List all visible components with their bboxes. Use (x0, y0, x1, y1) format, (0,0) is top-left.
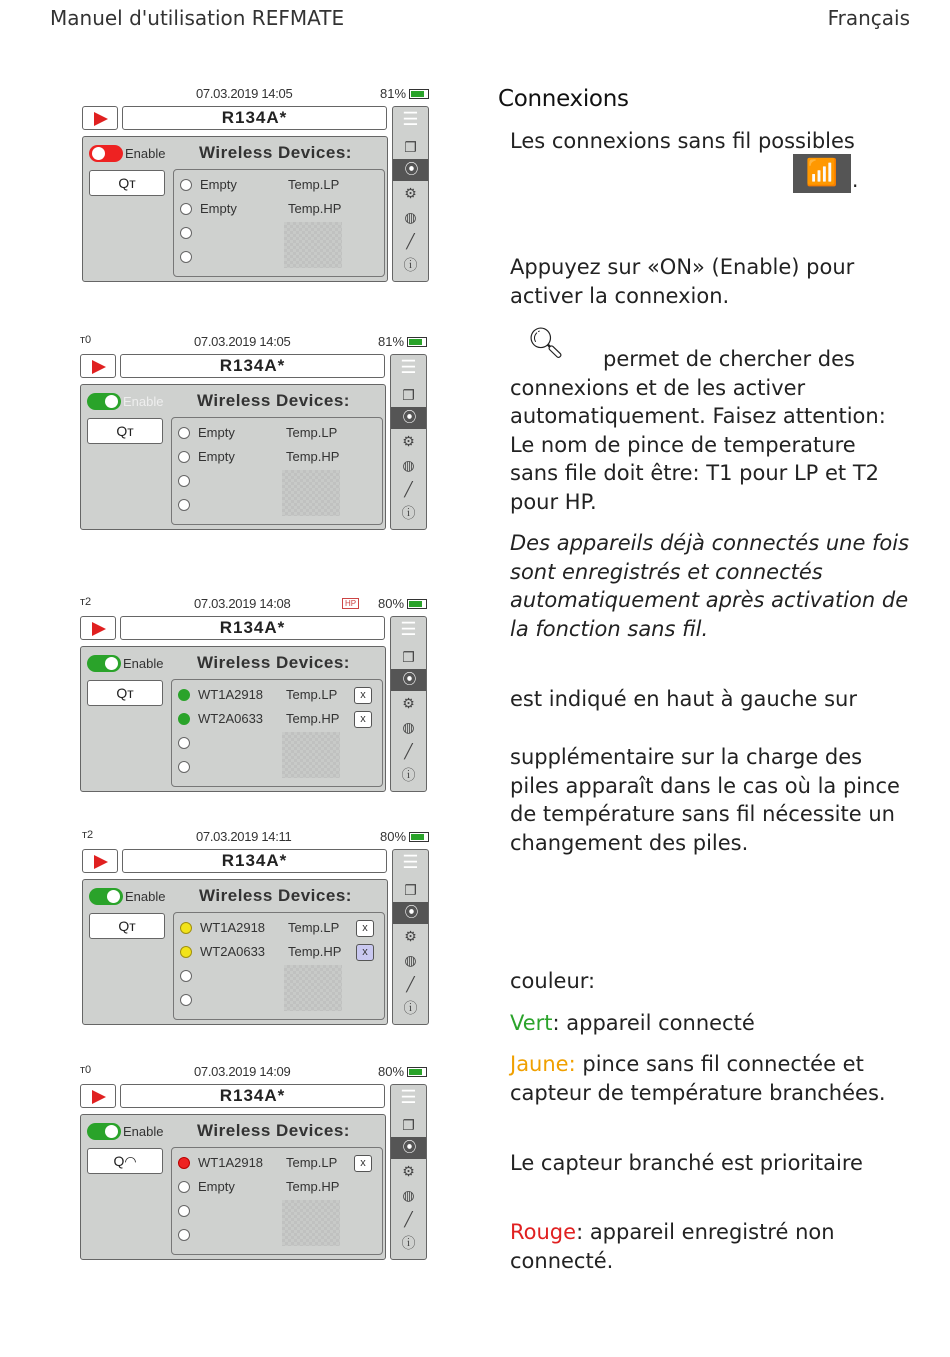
enable-toggle[interactable] (89, 145, 123, 162)
layers-icon[interactable]: ❐ (404, 882, 417, 898)
device-row[interactable] (178, 247, 382, 267)
device-row[interactable] (176, 709, 380, 729)
wireless-panel (80, 646, 386, 792)
wifi-tab-icon[interactable]: ⦿ (391, 1137, 427, 1159)
status-dot[interactable] (178, 475, 190, 487)
ruler-icon[interactable]: ╱ (404, 743, 413, 759)
signal-indicator: ᴛ0 (80, 1064, 92, 1076)
device-temp: Temp.HP (286, 449, 340, 464)
datetime: 07.03.2019 14:09 (194, 1064, 291, 1079)
menu-icon[interactable]: ☰ (400, 357, 417, 377)
device-temp: Temp.HP (288, 944, 342, 959)
device-name: Empty (198, 1179, 235, 1194)
search-button[interactable]: Q◠ (87, 1148, 163, 1174)
device-screen (82, 86, 434, 291)
menu-icon[interactable]: ☰ (400, 1087, 417, 1107)
battery-percent: 80% (378, 596, 405, 611)
device-list (171, 417, 383, 525)
device-name: WT1A2918 (198, 687, 264, 702)
device-name: Empty (198, 425, 235, 440)
status-bar (80, 1064, 432, 1080)
legend-green (510, 1009, 910, 1038)
legend-green-text: : appareil connecté (552, 1011, 755, 1035)
gear-icon[interactable]: ⚙ (404, 185, 417, 201)
paragraph-battery: supplémentaire sur la charge des piles apparaît dans le cas où la pince de température sans fil nécessite un changement des piles. (510, 745, 900, 855)
search-button[interactable]: Qᴛ (87, 418, 163, 444)
device-row[interactable] (176, 685, 380, 705)
layers-icon[interactable]: ❐ (402, 387, 415, 403)
wireless-panel (82, 879, 388, 1025)
datetime: 07.03.2019 14:11 (196, 829, 292, 844)
enable-toggle[interactable] (87, 1123, 121, 1140)
panel-title: Wireless Devices: (197, 1121, 350, 1140)
status-dot[interactable] (180, 970, 192, 982)
layers-icon[interactable]: ❐ (402, 649, 415, 665)
device-screen (80, 596, 432, 801)
status-dot[interactable] (178, 427, 190, 439)
battery-icon (409, 832, 429, 842)
device-temp: Temp.HP (286, 711, 340, 726)
play-button[interactable] (80, 1084, 116, 1108)
status-dot[interactable] (180, 179, 192, 191)
battery-icon (407, 599, 427, 609)
ruler-icon[interactable]: ╱ (404, 1211, 413, 1227)
sidebar (392, 849, 429, 1025)
globe-icon[interactable]: ◍ (402, 719, 415, 735)
refrigerant-field[interactable]: R134A* (122, 106, 387, 130)
status-dot[interactable] (178, 451, 190, 463)
status-dot[interactable] (178, 1157, 190, 1169)
panel-title: Wireless Devices: (199, 143, 352, 162)
battery-percent: 80% (380, 829, 407, 844)
layers-icon[interactable]: ❐ (402, 1117, 415, 1133)
device-name: Empty (198, 449, 235, 464)
info-icon[interactable]: ⓘ (401, 505, 416, 521)
device-row[interactable] (178, 942, 382, 962)
status-dot[interactable] (178, 499, 190, 511)
paragraph-wireless-possible: Les connexions sans fil possibles (510, 129, 855, 153)
device-temp: Temp.LP (286, 1155, 338, 1170)
legend-yellow-word: Jaune: (510, 1052, 576, 1076)
device-row[interactable] (176, 733, 380, 753)
panel-title: Wireless Devices: (197, 391, 350, 410)
ruler-icon[interactable]: ╱ (406, 233, 415, 249)
device-row[interactable] (176, 495, 380, 515)
ruler-icon[interactable]: ╱ (406, 976, 415, 992)
device-temp: Temp.HP (288, 201, 342, 216)
legend-red-text: : appareil enregistré non connecté. (510, 1220, 835, 1273)
search-button[interactable]: Qᴛ (89, 913, 165, 939)
info-icon[interactable]: ⓘ (401, 1235, 416, 1251)
ruler-icon[interactable]: ╱ (404, 481, 413, 497)
device-row[interactable] (178, 966, 382, 986)
status-bar (82, 86, 434, 102)
device-name: WT2A0633 (198, 711, 264, 726)
wifi-icon: 📶 (793, 154, 851, 193)
device-row[interactable] (178, 175, 382, 195)
device-row[interactable] (176, 423, 380, 443)
enable-label: Enable (123, 1124, 164, 1139)
device-list (173, 912, 385, 1020)
device-list (171, 679, 383, 787)
status-dot[interactable] (178, 1205, 190, 1217)
legend-green-word: Vert (510, 1011, 553, 1035)
globe-icon[interactable]: ◍ (402, 457, 415, 473)
device-row[interactable] (176, 1225, 380, 1245)
enable-toggle[interactable] (89, 888, 123, 905)
enable-label: Enable (125, 889, 166, 904)
header-language: Français (827, 6, 910, 30)
refrigerant-field[interactable]: R134A* (120, 1084, 385, 1108)
battery-icon (409, 89, 429, 99)
wifi-tab-icon[interactable]: ⦿ (393, 159, 429, 181)
paragraph-priority: Le capteur branché est prioritaire (510, 1151, 863, 1175)
device-temp: Temp.LP (288, 920, 340, 935)
legend-yellow-text: pince sans fil connectée et capteur de température branchées. (510, 1052, 886, 1105)
status-dot[interactable] (180, 227, 192, 239)
wireless-panel (80, 1114, 386, 1260)
gear-icon[interactable]: ⚙ (402, 433, 415, 449)
status-dot[interactable] (178, 1229, 190, 1241)
status-bar (82, 829, 434, 845)
datetime: 07.03.2019 14:08 (194, 596, 291, 611)
signal-indicator: ᴛ2 (80, 596, 92, 608)
play-button[interactable] (80, 354, 116, 378)
device-row[interactable] (176, 1201, 380, 1221)
wifi-tab-icon[interactable]: ⦿ (393, 902, 429, 924)
device-temp: Temp.LP (288, 177, 340, 192)
gear-icon[interactable]: ⚙ (402, 1163, 415, 1179)
remove-device-button[interactable]: x (356, 944, 374, 961)
device-row[interactable] (176, 757, 380, 777)
device-row[interactable] (176, 1177, 380, 1197)
globe-icon[interactable]: ◍ (404, 209, 417, 225)
datetime: 07.03.2019 14:05 (196, 86, 293, 101)
sidebar (390, 616, 427, 792)
device-screen (82, 829, 434, 1034)
paragraph-enable: Appuyez sur «ON» (Enable) pour activer la connexion. (510, 255, 855, 308)
play-button[interactable] (82, 849, 118, 873)
datetime: 07.03.2019 14:05 (194, 334, 291, 349)
globe-icon[interactable]: ◍ (402, 1187, 415, 1203)
paragraph-indicator: est indiqué en haut à gauche sur (510, 687, 858, 711)
device-temp: Temp.LP (286, 687, 338, 702)
paragraph-registered-devices: Des appareils déjà connectés une fois sont enregistrés et connectés automatiquement après activation de la fonction sans fil. (510, 531, 910, 641)
menu-icon[interactable]: ☰ (402, 852, 419, 872)
hp-badge: HP (342, 598, 359, 609)
device-name: WT1A2918 (198, 1155, 264, 1170)
menu-icon[interactable]: ☰ (400, 619, 417, 639)
device-list (171, 1147, 383, 1255)
sidebar (390, 354, 427, 530)
info-icon[interactable]: ⓘ (403, 1000, 418, 1016)
device-screen (80, 1064, 432, 1269)
device-row[interactable] (176, 1153, 380, 1173)
layers-icon[interactable]: ❐ (404, 139, 417, 155)
status-dot[interactable] (180, 946, 192, 958)
section-title: Connexions (498, 86, 629, 112)
gear-icon[interactable]: ⚙ (402, 695, 415, 711)
device-name: Empty (200, 177, 237, 192)
device-list (173, 169, 385, 277)
remove-device-button[interactable]: x (354, 711, 372, 728)
device-row[interactable] (178, 199, 382, 219)
wireless-panel (80, 384, 386, 530)
status-dot[interactable] (178, 713, 190, 725)
gear-icon[interactable]: ⚙ (404, 928, 417, 944)
status-dot[interactable] (180, 251, 192, 263)
sidebar (392, 106, 429, 282)
play-button[interactable] (82, 106, 118, 130)
menu-icon[interactable]: ☰ (402, 109, 419, 129)
refrigerant-field[interactable]: R134A* (120, 616, 385, 640)
remove-device-button[interactable]: x (354, 1155, 372, 1172)
status-bar (80, 334, 432, 350)
enable-label: Enable (123, 656, 164, 671)
legend-yellow (510, 1050, 910, 1107)
enable-label: Enable (123, 394, 164, 409)
device-temp: Temp.LP (286, 425, 338, 440)
search-button[interactable]: Qᴛ (89, 170, 165, 196)
panel-title: Wireless Devices: (197, 653, 350, 672)
search-wireless-icon: 🔍︎ (527, 326, 566, 361)
sidebar (390, 1084, 427, 1260)
device-name: Empty (200, 201, 237, 216)
status-dot[interactable] (180, 922, 192, 934)
panel-title: Wireless Devices: (199, 886, 352, 905)
paragraph-period: . (852, 168, 859, 192)
header-title: Manuel d'utilisation REFMATE (50, 6, 345, 30)
refrigerant-field[interactable]: R134A* (120, 354, 385, 378)
info-icon[interactable]: ⓘ (403, 257, 418, 273)
device-row[interactable] (178, 990, 382, 1010)
signal-indicator: ᴛ0 (80, 334, 92, 346)
device-row[interactable] (178, 918, 382, 938)
status-dot[interactable] (178, 1181, 190, 1193)
wifi-tab-icon[interactable]: ⦿ (391, 407, 427, 429)
info-icon[interactable]: ⓘ (401, 767, 416, 783)
legend-red-word: Rouge (510, 1220, 577, 1244)
wifi-tab-icon[interactable]: ⦿ (391, 669, 427, 691)
play-button[interactable] (80, 616, 116, 640)
enable-toggle[interactable] (87, 655, 121, 672)
status-dot[interactable] (180, 994, 192, 1006)
device-row[interactable] (176, 447, 380, 467)
device-name: WT1A2918 (200, 920, 266, 935)
globe-icon[interactable]: ◍ (404, 952, 417, 968)
remove-device-button[interactable]: x (354, 687, 372, 704)
device-temp: Temp.HP (286, 1179, 340, 1194)
battery-icon (407, 1067, 427, 1077)
paragraph-search: permet de chercher des connexions et de les activer automatiquement. Faisez attention: Le nom de pince de temperature sans file doit être: T1 pour LP et T2 pour HP. (510, 347, 886, 514)
wireless-panel (82, 136, 388, 282)
battery-percent: 81% (380, 86, 407, 101)
status-dot[interactable] (178, 737, 190, 749)
enable-toggle[interactable] (87, 393, 121, 410)
remove-device-button[interactable]: x (356, 920, 374, 937)
device-row[interactable] (178, 223, 382, 243)
search-button[interactable]: Qᴛ (87, 680, 163, 706)
battery-percent: 80% (378, 1064, 405, 1079)
signal-indicator: ᴛ2 (82, 829, 94, 841)
device-row[interactable] (176, 471, 380, 491)
legend-red (510, 1218, 910, 1275)
device-name: WT2A0633 (200, 944, 266, 959)
status-bar (80, 596, 432, 612)
device-screen (80, 334, 432, 539)
battery-percent: 81% (378, 334, 405, 349)
status-dot[interactable] (178, 761, 190, 773)
battery-icon (407, 337, 427, 347)
status-dot[interactable] (178, 689, 190, 701)
enable-label: Enable (125, 146, 166, 161)
refrigerant-field[interactable]: R134A* (122, 849, 387, 873)
paragraph-color: couleur: (510, 969, 596, 993)
status-dot[interactable] (180, 203, 192, 215)
